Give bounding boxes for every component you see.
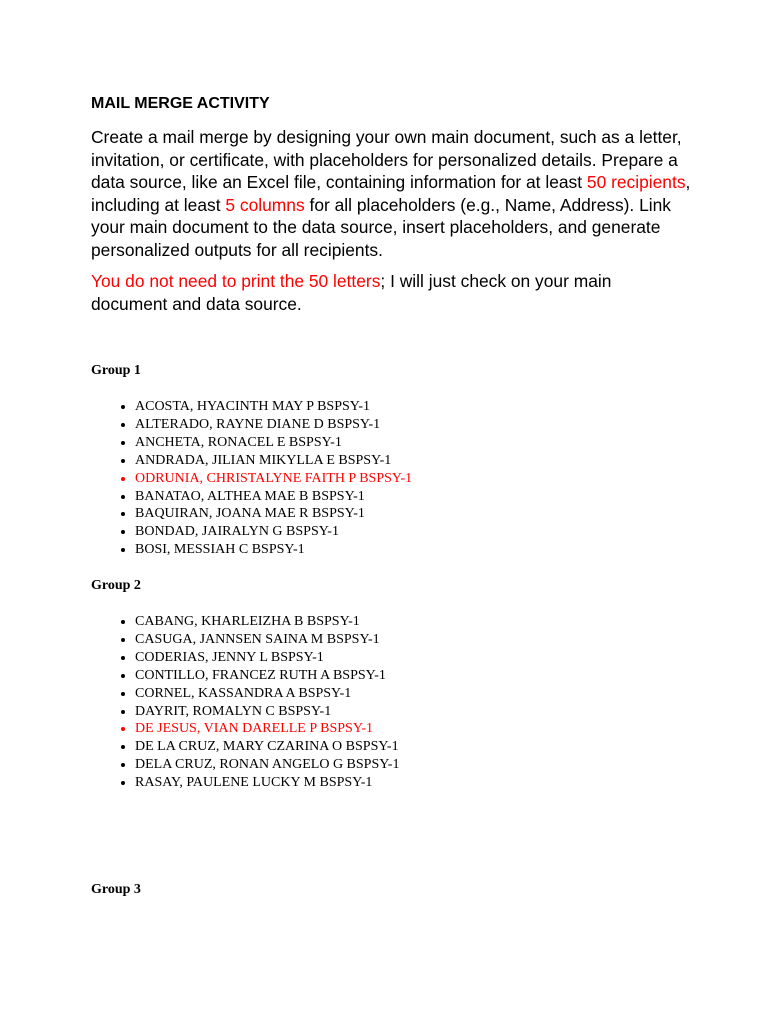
group-2-member-list [91, 613, 399, 792]
columns-highlight: 5 columns [225, 194, 305, 215]
list-item: • ANDRADA, JILIAN MIKYLLA E BSPSY-1 [135, 452, 412, 470]
instructions-paragraph [91, 126, 691, 261]
list-item: • DAYRIT, ROMALYN C BSPSY-1 [135, 703, 399, 721]
list-item: • DELA CRUZ, RONAN ANGELO G BSPSY-1 [135, 756, 399, 774]
instructions-text-3: for all placeholders (e.g., Name, Address). Link your main document to the data source, insert placeholders, and generate personalized outputs for all recipients. [91, 194, 671, 260]
list-item: • CONTILLO, FRANCEZ RUTH A BSPSY-1 [135, 667, 399, 685]
note-paragraph [91, 270, 691, 315]
group-1-heading: Group 1 [91, 363, 141, 378]
list-item: • CORNEL, KASSANDRA A BSPSY-1 [135, 685, 399, 703]
list-item: • CASUGA, JANNSEN SAINA M BSPSY-1 [135, 631, 399, 649]
instructions-text-1: Create a mail merge by designing your own main document, such as a letter, invitation, or certificate, with placeholders for personalized details. Prepare a data source, like an Excel file, containing information for at least [91, 127, 682, 192]
list-item: • BAQUIRAN, JOANA MAE R BSPSY-1 [135, 505, 412, 523]
group-1-member-list [91, 398, 412, 559]
no-print-highlight: You do not need to print the 50 letters [91, 271, 381, 291]
list-item: • BOSI, MESSIAH C BSPSY-1 [135, 541, 412, 559]
list-item: • CODERIAS, JENNY L BSPSY-1 [135, 649, 399, 667]
list-item-highlighted: • DE JESUS, VIAN DARELLE P BSPSY-1 [135, 720, 399, 738]
document-title: MAIL MERGE ACTIVITY [91, 95, 270, 112]
list-item: • ACOSTA, HYACINTH MAY P BSPSY-1 [135, 398, 412, 416]
recipients-highlight: 50 recipients [586, 172, 686, 192]
list-item-highlighted: • ODRUNIA, CHRISTALYNE FAITH P BSPSY-1 [135, 470, 412, 488]
list-item: • RASAY, PAULENE LUCKY M BSPSY-1 [135, 774, 399, 792]
list-item: • ANCHETA, RONACEL E BSPSY-1 [135, 434, 412, 452]
list-item: • DE LA CRUZ, MARY CZARINA O BSPSY-1 [135, 738, 399, 756]
list-item: • BANATAO, ALTHEA MAE B BSPSY-1 [135, 488, 412, 506]
group-2-heading: Group 2 [91, 578, 141, 593]
group-3-heading: Group 3 [91, 882, 141, 897]
instructions-text-2: , including at least [91, 172, 691, 215]
note-text: ; I will just check on your main document and data source. [91, 271, 612, 314]
list-item: • ALTERADO, RAYNE DIANE D BSPSY-1 [135, 416, 412, 434]
list-item: • CABANG, KHARLEIZHA B BSPSY-1 [135, 613, 399, 631]
list-item: • BONDAD, JAIRALYN G BSPSY-1 [135, 523, 412, 541]
